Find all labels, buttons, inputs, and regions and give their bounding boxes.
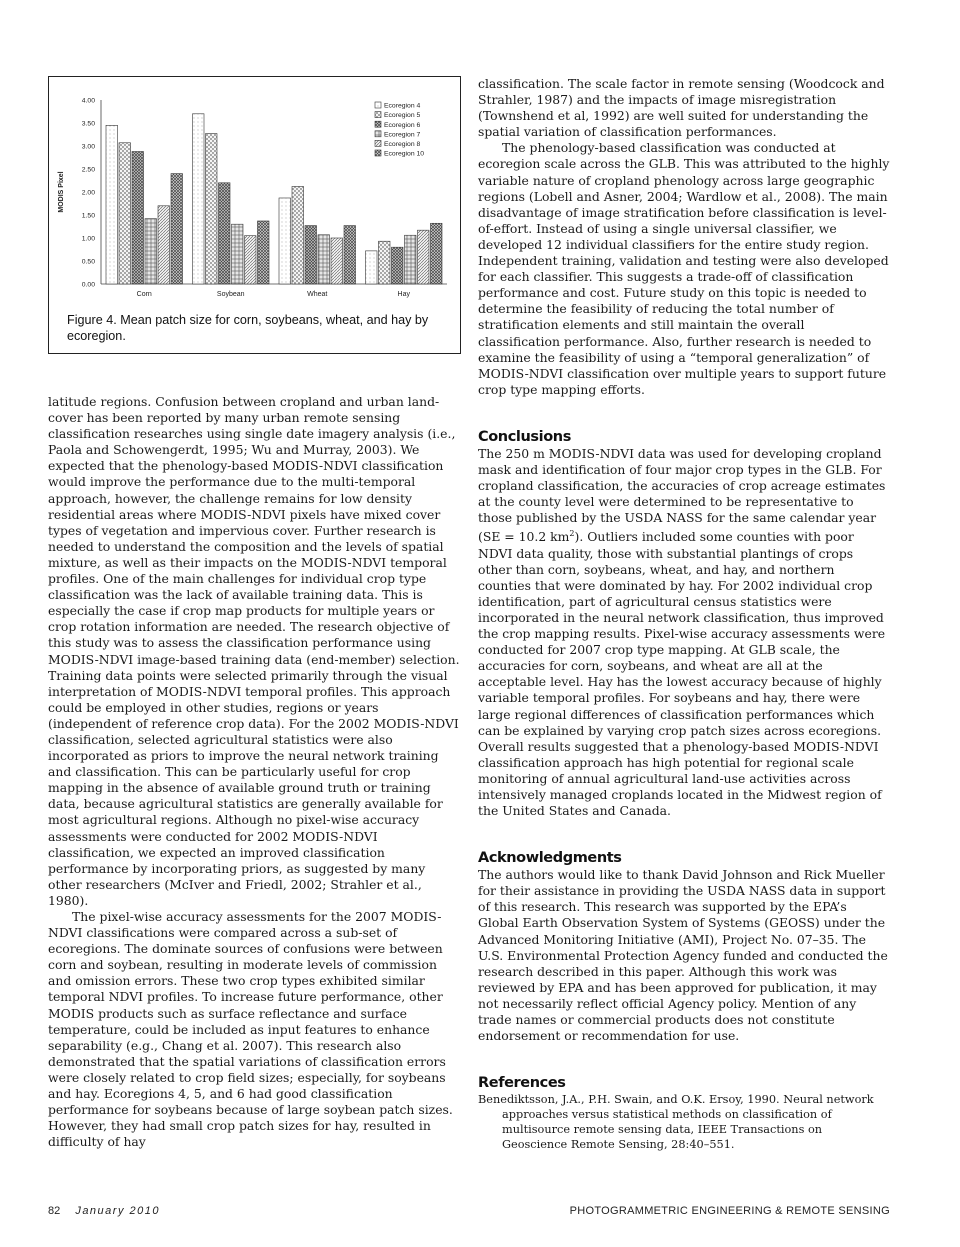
conclusions-text: The 250 m MODIS-NDVI data was used for developing cropland mask and identification of four major crop types in the GLB. For cropland classification, the accuracies of crop acreage estimates at the county level were determined to be representative to those published by the USDA NASS for the same calendar year (SE = 10.2 $km^2$). Outliers included some counties with poor NDVI data quality, those with substantial plantings of crops other than corn, soybeans, wheat, and hay, and northern counties that were dominated by hay. For 2002 individual crop identification, part of agricultural census statistics were incorporated in the neural network classification, thus improved the crop mapping results. Pixel-wise accuracy assessments were conducted for 2007 crop type mapping. At GLB scale, the accuracies for corn, soybeans, and wheat are all at the acceptable level. Hay has the lowest accuracy because of highly variable temporal profiles. For soybeans and hay, there were large regional differences of classification performances which can be explained by varying crop patch sizes across ecoregions. Overall results suggested that a phenology-based MODIS-NDVI classification approach has high potential for regional scale monitoring of annual agricultural land-use activities across intensively managed croplands located in the Midwest region of the United States and Canada.	[478, 445, 886, 819]
page-number: 82	[48, 1205, 61, 1217]
legend-swatch	[375, 112, 381, 118]
bar-corn-ecoregion-6	[132, 152, 144, 284]
legend-label: Ecoregion 4	[384, 102, 421, 110]
legend-label: Ecoregion 10	[384, 150, 425, 158]
y-tick-label: 2.50	[81, 166, 95, 174]
figure-caption: Figure 4. Mean patch size for corn, soybeans, wheat, and hay by ecoregion.	[67, 313, 429, 343]
y-tick-label: 3.50	[81, 120, 95, 128]
bar-wheat-ecoregion-7	[318, 235, 330, 284]
bar-corn-ecoregion-10	[171, 174, 183, 284]
bar-hay-ecoregion-10	[431, 223, 443, 284]
legend-label: Ecoregion 8	[384, 141, 421, 148]
bar-wheat-ecoregion-5	[292, 186, 304, 284]
bar-corn-ecoregion-4	[106, 125, 118, 284]
legend-label: Ecoregion 7	[384, 131, 421, 139]
legend-swatch	[375, 121, 381, 127]
legend-swatch	[375, 131, 381, 137]
bar-soybean-ecoregion-10	[258, 221, 270, 284]
bar-hay-ecoregion-4	[366, 251, 378, 284]
y-tick-label: 1.00	[81, 235, 95, 243]
bar-soybean-ecoregion-6	[219, 183, 231, 284]
journal-name: PHOTOGRAMMETRIC ENGINEERING & REMOTE SENSING	[569, 1205, 890, 1217]
bar-wheat-ecoregion-10	[344, 226, 356, 284]
bar-soybean-ecoregion-4	[193, 114, 205, 284]
reference-entry: Benediktsson, J.A., P.H. Swain, and O.K. Ersoy, 1990. Neural network approaches versus statistical methods on classification of multisource remote sensing data, IEEE Transactions on Geoscience Remote Sensing, 28:40–551.	[478, 1093, 874, 1152]
acknowledgments-text: The authors would like to thank David Johnson and Rick Mueller for their assistance in providing the USDA NASS data in support of this research. This research was supported by the EPA’s Global Earth Observation System of Systems (GEOSS) under the Advanced Monitoring Initiative (AMI), Project No. 07–35. The U.S. Environmental Protection Agency funded and conducted the research described in this paper. Although this work was reviewed by EPA and has been approved for publication, it may not necessarily reflect official Agency policy. Mention of any trade names or commercial products does not constitute endorsement or recommendation for use.	[478, 867, 888, 1044]
issue-date: January 2010	[75, 1205, 160, 1217]
bar-corn-ecoregion-5	[119, 143, 131, 284]
bar-corn-ecoregion-7	[145, 219, 157, 284]
bar-hay-ecoregion-6	[392, 247, 404, 284]
bar-soybean-ecoregion-8	[245, 236, 257, 284]
y-tick-label: 2.00	[81, 189, 95, 197]
y-tick-label: 3.00	[81, 143, 95, 151]
legend-swatch	[375, 140, 381, 146]
x-tick-label: Wheat	[307, 291, 328, 298]
body-paragraph: latitude regions. Confusion between cropland and urban land-cover has been reported by many urban remote sensing classification researches using single date imagery analysis (i.e., Paola and Schowengerdt, 1995; Wu and Murray, 2003). We expected that the phenology-based MODIS-NDVI classification would improve the performance due to the multi-temporal approach, however, the challenge remains for low density residential areas where MODIS-NDVI pixels have mixed cover types of vegetation and impervious cover. Further research is needed to understand the composition and the levels of spatial mixture, as well as their impacts on the MODIS-NDVI temporal profiles. One of the main challenges for individual crop type classification was the lack of available training data. This is especially the case if crop map products for multiple years or crop rotation information are needed. The research objective of this study was to assess the classification performance using MODIS-NDVI image-based training data (end-member) selection. Training data points were selected primarily through the visual interpretation of MODIS-NDVI temporal profiles. This approach could be employed in other studies, regions or years (independent of reference crop data). For the 2002 MODIS-NDVI classification, selected agricultural statistics were also incorporated as priors to improve the neural network training and classification. This can be particularly useful for crop mapping in the absence of available ground truth or training data, because agricultural statistics are generally available for most agricultural regions. Although no pixel-wise accuracy assessments were conducted for 2002 MODIS-NDVI classification, we expected an improved classification performance by incorporating priors, as suggested by many other researchers (McIver and Friedl, 2002; Strahler et al., 1980).	[48, 394, 460, 908]
x-tick-label: Hay	[397, 291, 410, 298]
y-tick-label: 0.00	[81, 281, 95, 289]
left-column	[48, 394, 460, 1150]
bar-hay-ecoregion-8	[418, 230, 430, 284]
bar-soybean-ecoregion-7	[232, 224, 244, 284]
bar-wheat-ecoregion-8	[331, 238, 343, 284]
acknowledgments-heading: Acknowledgments	[478, 850, 622, 867]
x-tick-label: Corn	[136, 291, 152, 298]
legend-swatch	[375, 102, 381, 108]
conclusions-heading: Conclusions	[478, 428, 571, 445]
legend-label: Ecoregion 6	[384, 121, 421, 129]
references-heading: References	[478, 1075, 566, 1092]
bar-chart	[49, 77, 460, 309]
bar-hay-ecoregion-5	[379, 241, 391, 284]
bar-wheat-ecoregion-4	[279, 198, 291, 284]
body-paragraph: The pixel-wise accuracy assessments for the 2007 MODIS-NDVI classifications were compared across a sub-set of ecoregions. The dominate sources of confusions were between corn and soybean, resulting in moderate levels of commission and omission errors. These two crop types exhibited similar temporal NDVI profiles. To increase future performance, other MODIS products such as surface reflectance and surface temperature, could be included as input features to enhance separability (e.g., Chang et al. 2007). This research also demonstrated that the spatial variations of classification errors were closely related to crop field sizes; especially, for soybeans and hay. Ecoregions 4, 5, and 6 had good classification performance for soybeans because of large soybean patch sizes. However, they had small crop patch sizes for hay, resulted in difficulty of hay	[48, 909, 453, 1150]
bar-soybean-ecoregion-5	[206, 134, 218, 284]
legend-label: Ecoregion 5	[384, 112, 421, 120]
y-tick-label: 0.50	[81, 258, 95, 266]
legend-swatch	[375, 150, 381, 156]
body-paragraph: The phenology-based classification was conducted at ecoregion scale across the GLB. This was attributed to the highly variable nature of cropland phenology across large geographic regions (Lobell and Asner, 2004; Wardlow et al., 2008). The main disadvantage of image stratification before classification is level-of-effort. Instead of using a single universal classifier, we developed 12 individual classifiers for the entire study region. Independent training, validation and testing were also developed for each classifier. This suggests a trade-off of classification performance and cost. Future study on this topic is needed to determine the feasibility of reducing the total number of stratification elements and still maintain the overall classification performance. Also, further research is needed to examine the feasibility of using a “temporal generalization” of MODIS-NDVI classification over multiple years to support future crop type mapping efforts.	[478, 140, 890, 397]
x-tick-label: Soybean	[216, 291, 245, 298]
y-tick-label: 4.00	[81, 97, 95, 105]
right-column	[478, 76, 890, 1153]
bar-corn-ecoregion-8	[158, 206, 170, 284]
bar-wheat-ecoregion-6	[305, 226, 317, 284]
figure-4	[48, 76, 461, 354]
page-footer-left	[48, 1205, 160, 1217]
y-tick-label: 1.50	[81, 212, 95, 220]
bar-hay-ecoregion-7	[405, 235, 417, 284]
y-axis-label: MODIS Pixel	[58, 171, 65, 213]
body-paragraph: classification. The scale factor in remote sensing (Woodcock and Strahler, 1987) and the impacts of image misregistration (Townshend et al, 1992) are well suited for understanding the spatial variation of classification performances.	[478, 76, 885, 140]
